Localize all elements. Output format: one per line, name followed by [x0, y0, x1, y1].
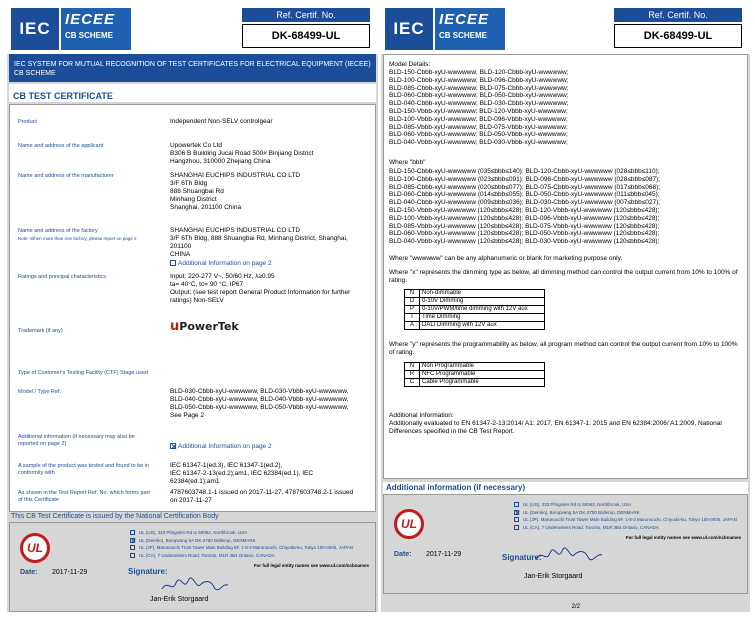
- signer-name: Jan-Erik Storgaard: [524, 573, 583, 580]
- field-value-conformity: IEC 61347-1(ed.3), IEC 61347-1(ed.2), IEC 61347-2-13(ed.2);am1, IEC 62384(ed.1), IEC 62384(ed.1);am1: [170, 462, 314, 485]
- bbb-line: BLD-100-Vbbb-xyU-wwwwww (120≤bbb≤428); BLD-096-Vbbb-xyU-wwwwww (120≤bbb≤428);: [389, 214, 660, 222]
- ul-office-demko: [514, 509, 744, 517]
- full-legal-names-note: For full legal entity names see www.ul.com/ncbnames: [625, 535, 741, 540]
- page1-footer: [9, 522, 376, 612]
- ul-office-jp-text: UL (JP), Marunouchi Trust Tower Main Building 6F, 1-8-3 Marunouchi, Chiyoda-ku, Tokyo 100-0005, JAPAN: [523, 517, 737, 522]
- handwritten-signature: [534, 545, 604, 565]
- bbb-line: BLD-150-Vbbb-xyU-wwwwww (120≤bbb≤428); BLD-120-Vbbb-xyU-wwwwww (120≤bbb≤428);: [389, 206, 660, 214]
- bbb-line: BLD-085-Cbbb-xyU-wwwwww (020≤bbb≤077); BLD-075-Cbbb-xyU-wwwwww (017≤bbb≤068);: [389, 183, 661, 191]
- date-value: 2017-11-29: [52, 569, 88, 576]
- programmability-table: [404, 362, 545, 387]
- ul-logo: UL: [20, 533, 50, 563]
- code-value: NFC Programmable: [420, 371, 545, 379]
- field-value-manufacturer: SHANGHAI EUCHIPS INDUSTRIAL CO LTD 3/F 6Th Bldg 888 Shuangbai Rd Minhang District Shanghai, 201100 China: [170, 172, 301, 211]
- ul-office-jp: [514, 516, 744, 524]
- table-row: [405, 363, 545, 371]
- factory-additional-info: [170, 260, 370, 268]
- iecee-logo-text: IECEE: [439, 11, 490, 28]
- iecee-logo-text: IECEE: [65, 11, 116, 28]
- model-line: BLD-040-Vbbb-xyU-wwwwww; BLD-030-Vbbb-xyU-wwwwww;: [389, 139, 568, 147]
- model-line: BLD-060-Cbbb-xyU-wwwwww; BLD-050-Cbbb-xyU-wwwwww;: [389, 92, 569, 100]
- signature-label: Signature:: [128, 567, 168, 576]
- field-label-trademark: Trademark (if any): [18, 328, 63, 334]
- x-dimming-note: Where "x" represents the dimming type as below, all dimming method can control the output current from 10% to 100% of rating.: [389, 269, 738, 284]
- page1-header: [7, 4, 378, 54]
- upowertek-logo-u: u: [170, 319, 180, 334]
- code-value: DALI Dimming with 12V aux: [420, 322, 545, 330]
- checkbox-unchecked-icon: [514, 502, 519, 507]
- bbb-range-list: [389, 168, 660, 246]
- ul-office-us: [514, 501, 744, 509]
- bbb-line: BLD-100-Cbbb-xyU-wwwwww (023≤bbb≤091); BLD-096-Cbbb-xyU-wwwwww (028≤bbb≤087);: [389, 175, 661, 183]
- ul-office-us-text: UL (US), 333 Pfingsten Rd IL 60062, Northbrook, USA: [523, 502, 632, 507]
- ul-office-ca: [514, 524, 744, 532]
- field-label-applicant: Name and address of the applicant: [18, 143, 104, 149]
- code-key: T: [405, 314, 420, 322]
- table-row: [405, 322, 545, 330]
- model-line: BLD-040-Cbbb-xyU-wwwwww; BLD-030-Cbbb-xyU-wwwwww;: [389, 100, 569, 108]
- ul-office-us-text: UL (US), 333 Pfingsten Rd IL 60062, Northbrook, USA: [139, 530, 248, 535]
- field-label-ratings: Ratings and principal characteristics: [18, 274, 107, 280]
- model-list: [389, 69, 569, 147]
- additional-information-text: Additionally evaluated to EN 61347-2-13:2014/ A1: 2017, EN 61347-1: 2015 and EN 62384:2006/ A1:2009, National Differences specified in the CB Test Report.: [389, 420, 722, 435]
- code-key: A: [405, 322, 420, 330]
- iec-iecee-logo: [11, 8, 131, 50]
- ul-office-demko-text: UL (Demko), Borupvang 5A DK-2750 Ballerup, DENMARK: [139, 537, 256, 543]
- ref-certificate-label: Ref. Certif. No.: [242, 8, 370, 22]
- ul-office-demko: [130, 537, 370, 545]
- ul-office-ca-text: UL (CA), 7 Underwriters Road, Toronto, M1R 3B4 Ontario, CANADA: [139, 552, 275, 558]
- iecee-logo: [61, 8, 131, 50]
- checkbox-unchecked-icon: [130, 553, 135, 558]
- table-row: [405, 371, 545, 379]
- factory-additional-info-text: Additional Information on page 2: [178, 260, 272, 267]
- page2-header: [381, 4, 750, 54]
- field-label-conformity: A sample of the product was tested and found to be in conformity with: [18, 463, 150, 476]
- model-line: BLD-150-Vbbb-xyU-wwwwww; BLD-120-Vbbb-xyU-wwwwww;: [389, 107, 568, 115]
- date-label: Date:: [394, 551, 412, 558]
- checkbox-unchecked-icon: [514, 525, 519, 530]
- cb-scheme-logo-text: CB SCHEME: [65, 31, 114, 40]
- ref-certificate-number: DK-68499-UL: [614, 24, 742, 48]
- handwritten-signature: [160, 575, 230, 595]
- iec-iecee-logo: [385, 8, 505, 50]
- ul-logo: UL: [394, 509, 424, 539]
- table-row: [405, 306, 545, 314]
- bbb-line: BLD-060-Vbbb-xyU-wwwwww (120≤bbb≤428); BLD-050-Vbbb-xyU-wwwwww (120≤bbb≤428);: [389, 230, 660, 238]
- code-key: P: [405, 306, 420, 314]
- checkbox-unchecked-icon: [130, 545, 135, 550]
- code-key: R: [405, 371, 420, 379]
- iecee-banner: IEC SYSTEM FOR MUTUAL RECOGNITION OF TEST CERTIFICATES FOR ELECTRICAL EQUIPMENT (IECEE) CB SCHEME: [9, 54, 376, 82]
- checkbox-checked-icon: [130, 538, 135, 543]
- model-line: BLD-100-Vbbb-xyU-wwwwww; BLD-096-Vbbb-xyU-wwwwww;: [389, 115, 568, 123]
- table-row: [405, 379, 545, 387]
- iec-logo: IEC: [11, 8, 59, 50]
- field-label-factory-text: Name and address of the factory: [18, 228, 98, 234]
- field-value-applicant: Upowertek Co Ltd B306 B Building Jucai Road 500# Binjiang District Hangzhou, 310000 Zhejiang China: [170, 142, 314, 165]
- ul-office-list: [130, 529, 370, 559]
- code-value: Non-dimmable: [420, 290, 545, 298]
- bbb-line: BLD-040-Vbbb-xyU-wwwwww (120≤bbb≤428); BLD-030-Vbbb-xyU-wwwwww (120≤bbb≤428);: [389, 238, 660, 246]
- field-value-ratings: Input: 220-277 V~, 50/60 Hz, λ≥0.95 ta= 40°C, tc= 90 °C, IP67 Output: (see test report General Product Information for further ratings) Non-SELV: [170, 273, 351, 304]
- ul-office-jp-text: UL (JP), Marunouchi Trust Tower Main Building 6F, 1-8-3 Marunouchi, Chiyoda-ku, Tokyo 100-0005, JAPAN: [139, 545, 353, 550]
- additional-information-label: Additional Information:: [389, 412, 454, 419]
- field-value-model: BLD-030-Cbbb-xyU-wwwwww, BLD-030-Vbbb-xyU-wwwwww, BLD-040-Cbbb-xyU-wwwwww, BLD-040-Vbbb-xyU-wwwwww, BLD-050-Cbbb-xyU-wwwwww, BLD-050-Vbbb-xyU-wwwwww, See Page 2: [170, 388, 349, 419]
- iecee-logo: [435, 8, 505, 50]
- issued-by-ncb: This CB Test Certificate is issued by the National Certification Body: [11, 513, 219, 520]
- model-details-panel: [383, 54, 748, 479]
- y-programmability-note: Where "y" represents the programmability as below, all program method can control the output current from 10% to 100% of rating.: [389, 341, 738, 356]
- wwwwww-note: Where "wwwwww" can be any alphanumeric or blank for marketing purpose only.: [389, 255, 623, 262]
- dimming-type-table: [404, 289, 545, 330]
- ref-certificate-box: [242, 8, 370, 48]
- code-key: N: [405, 290, 420, 298]
- code-key: C: [405, 379, 420, 387]
- field-label-manufacturer: Name and address of the manufacturer: [18, 173, 114, 179]
- code-value: 0-10V/PWM/time dimming with 12V aux: [420, 306, 545, 314]
- additional-info-on-page-2: [170, 443, 370, 451]
- code-value: Cable Programmable: [420, 379, 545, 387]
- additional-information-header: Additional information (if necessary): [383, 482, 748, 494]
- code-value: 0-10V Dimming: [420, 298, 545, 306]
- model-line: BLD-060-Vbbb-xyU-wwwwww; BLD-050-Vbbb-xyU-wwwwww;: [389, 131, 568, 139]
- code-key: D: [405, 298, 420, 306]
- field-value-test-report: 4787603748.1-1 issued on 2017-11-27, 4787603748.2-1 issued on 2017-11-27: [170, 489, 354, 504]
- page2-footer: [383, 494, 748, 594]
- bbb-line: BLD-040-Cbbb-xyU-wwwwww (009≤bbb≤036); BLD-030-Cbbb-xyU-wwwwww (007≤bbb≤027);: [389, 199, 661, 207]
- model-details-label: Model Details:: [389, 61, 431, 68]
- page-number: 2/2: [571, 604, 580, 610]
- field-label-factory: [18, 228, 153, 242]
- signature-label: Signature:: [502, 553, 542, 562]
- field-label-product: Product: [18, 119, 37, 125]
- table-row: [405, 314, 545, 322]
- ul-office-demko-text: UL (Demko), Borupvang 5A DK-2750 Ballerup, DENMARK: [523, 509, 640, 515]
- field-label-additional-info: Additional information (if necessary may also be reported on page 2): [18, 434, 135, 447]
- full-legal-names-note: For full legal entity names see www.ul.com/ncbnames: [253, 563, 369, 568]
- ul-office-us: [130, 529, 370, 537]
- code-value: Non Programmable: [420, 363, 545, 371]
- table-row: [405, 290, 545, 298]
- iec-logo: IEC: [385, 8, 433, 50]
- ref-certificate-label: Ref. Certif. No.: [614, 8, 742, 22]
- model-line: BLD-150-Cbbb-xyU-wwwwww; BLD-120-Cbbb-xyU-wwwwww;: [389, 69, 569, 76]
- model-line: BLD-085-Cbbb-xyU-wwwwww; BLD-075-Cbbb-xyU-wwwwww;: [389, 84, 569, 92]
- checkbox-unchecked-icon: [130, 530, 135, 535]
- cb-certificate-title: CB TEST CERTIFICATE: [9, 84, 376, 102]
- ul-office-ca: [130, 552, 370, 560]
- field-label-model: Model / Type Ref.: [18, 389, 62, 395]
- bbb-line: BLD-150-Cbbb-xyU-wwwwww (035≤bbb≤140); BLD-120-Cbbb-xyU-wwwwww (028≤bbb≤110);: [389, 168, 660, 175]
- field-label-test-report: As shown in the Test Report Ref. No. which forms part of this Certificate: [18, 490, 150, 503]
- field-value-product: Independent Non-SELV controlgear: [170, 118, 273, 125]
- ref-certificate-box: [614, 8, 742, 48]
- date-label: Date:: [20, 569, 38, 576]
- code-value: Time Dimming: [420, 314, 545, 322]
- cb-scheme-logo-text: CB SCHEME: [439, 31, 488, 40]
- checkbox-unchecked-icon: [170, 260, 176, 266]
- certificate-fields: [9, 104, 376, 512]
- field-factory-note: Note: When more than one factory, please report on page 2: [18, 236, 137, 241]
- checkbox-unchecked-icon: [514, 517, 519, 522]
- signer-name: Jan-Erik Storgaard: [150, 596, 209, 603]
- code-key: N: [405, 363, 420, 371]
- checkbox-checked-icon: [170, 443, 176, 449]
- model-line: BLD-085-Vbbb-xyU-wwwwww; BLD-075-Vbbb-xyU-wwwwww;: [389, 123, 568, 131]
- bbb-line: BLD-060-Cbbb-xyU-wwwwww (014≤bbb≤055); BLD-050-Cbbb-xyU-wwwwww (011≤bbb≤045);: [389, 191, 660, 199]
- ul-office-ca-text: UL (CA), 7 Underwriters Road, Toronto, M1R 3B4 Ontario, CANADA: [523, 524, 659, 530]
- date-value: 2017-11-29: [426, 551, 462, 558]
- ref-certificate-number: DK-68499-UL: [242, 24, 370, 48]
- table-row: [405, 298, 545, 306]
- field-label-ctf-stage: Type of Customer's Testing Facility (CTF) Stage used: [18, 370, 148, 376]
- field-value-factory: SHANGHAI EUCHIPS INDUSTRIAL CO LTD 3/F 6Th Bldg, 888 Shuangbai Rd, Minhang District, Shanghai, 201100 CHINA: [170, 227, 348, 258]
- bbb-line: BLD-085-Vbbb-xyU-wwwwww (120≤bbb≤428); BLD-075-Vbbb-xyU-wwwwww (120≤bbb≤428);: [389, 222, 660, 230]
- ul-office-jp: [130, 544, 370, 552]
- certificate-page-2: [381, 4, 750, 612]
- certificate-page-1: [7, 4, 378, 612]
- upowertek-logo: [170, 319, 250, 345]
- upowertek-logo-text: PowerTek: [179, 320, 239, 333]
- model-line: BLD-100-Cbbb-xyU-wwwwww; BLD-096-Cbbb-xyU-wwwwww;: [389, 76, 569, 84]
- where-bbb-label: Where "bbb": [389, 159, 426, 166]
- additional-info-on-page-2-text: Additional Information on page 2: [178, 443, 272, 450]
- ul-office-list: [514, 501, 744, 531]
- checkbox-checked-icon: [514, 510, 519, 515]
